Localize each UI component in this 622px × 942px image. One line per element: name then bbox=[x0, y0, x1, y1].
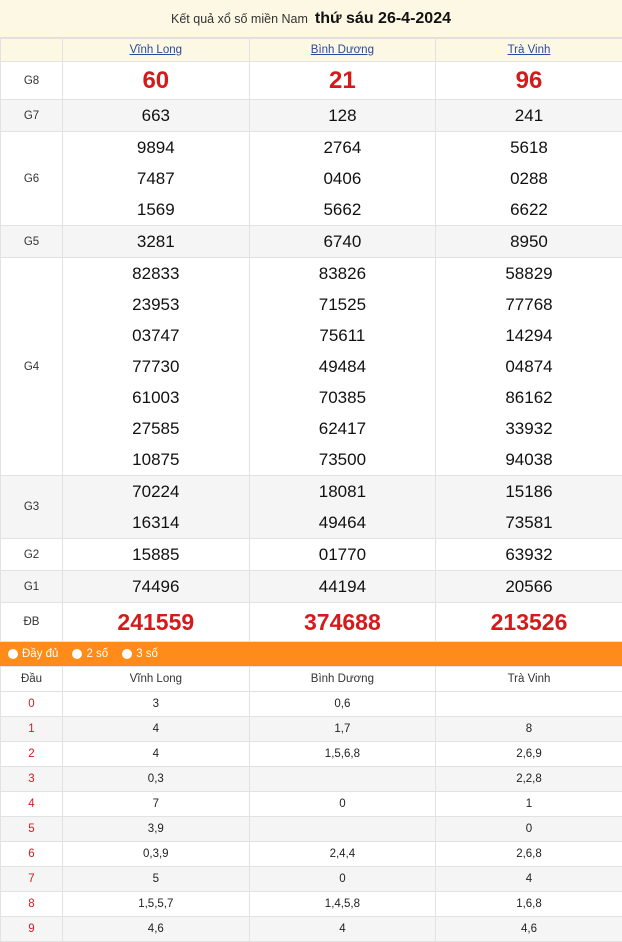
prize-cell-G4-0 bbox=[63, 258, 250, 476]
prize-number: 83826 bbox=[250, 258, 436, 289]
head-digit-cell-1: 0 bbox=[249, 792, 436, 817]
prize-cell-G2-0 bbox=[63, 539, 250, 571]
prize-cell-G1-1 bbox=[249, 571, 436, 603]
results-row-G2 bbox=[1, 539, 622, 571]
head-digit-cell-2: 4 bbox=[436, 867, 622, 892]
prize-number: 2764 bbox=[250, 132, 436, 163]
prize-cell-G1-0 bbox=[63, 571, 250, 603]
prize-cell-ĐB-0 bbox=[63, 603, 250, 642]
prize-label-G4: G4 bbox=[1, 258, 63, 476]
page-title: Kết quả xổ số miền Nam bbox=[171, 12, 308, 26]
prize-cell-G4-1 bbox=[249, 258, 436, 476]
province-link-0[interactable]: Vĩnh Long bbox=[130, 44, 182, 56]
prize-number: 21 bbox=[250, 62, 436, 99]
head-digit-cell-1: 0 bbox=[249, 867, 436, 892]
head-digit-key: 3 bbox=[1, 767, 63, 792]
prize-cell-G6-1 bbox=[249, 132, 436, 226]
prize-number: 71525 bbox=[250, 289, 436, 320]
province-header-2[interactable] bbox=[436, 39, 622, 62]
prize-cell-G7-2 bbox=[436, 100, 622, 132]
head-digit-cell-0: 4 bbox=[63, 742, 250, 767]
results-body bbox=[1, 62, 622, 642]
prize-number: 77768 bbox=[436, 289, 622, 320]
prize-label-G7: G7 bbox=[1, 100, 63, 132]
head-digit-cell-1: 1,4,5,8 bbox=[249, 892, 436, 917]
prize-number: 86162 bbox=[436, 382, 622, 413]
prize-number: 96 bbox=[436, 62, 622, 99]
head-digit-cell-2: 1,6,8 bbox=[436, 892, 622, 917]
prize-number: 1569 bbox=[63, 194, 249, 225]
head-digit-key: 0 bbox=[1, 692, 63, 717]
head-digit-key: 7 bbox=[1, 867, 63, 892]
prize-number: 8950 bbox=[436, 226, 622, 257]
prize-number: 128 bbox=[250, 100, 436, 131]
prize-number: 6740 bbox=[250, 226, 436, 257]
prize-cell-ĐB-2 bbox=[436, 603, 622, 642]
prize-number: 60 bbox=[63, 62, 249, 99]
prize-cell-G6-2 bbox=[436, 132, 622, 226]
prize-number: 49484 bbox=[250, 351, 436, 382]
results-corner-cell bbox=[1, 39, 63, 62]
table-row bbox=[1, 792, 622, 817]
results-header-row bbox=[1, 39, 622, 62]
head-digit-key: 2 bbox=[1, 742, 63, 767]
prize-number: 5618 bbox=[436, 132, 622, 163]
prize-number: 33932 bbox=[436, 413, 622, 444]
page-header bbox=[0, 0, 622, 38]
prize-cell-G3-1 bbox=[249, 476, 436, 539]
head-digit-cell-1 bbox=[249, 767, 436, 792]
filter-option-1[interactable] bbox=[72, 648, 108, 660]
dau-header-0: Đầu bbox=[1, 667, 63, 692]
head-digit-cell-1: 0,6 bbox=[249, 692, 436, 717]
prize-cell-G1-2 bbox=[436, 571, 622, 603]
results-table bbox=[0, 38, 622, 642]
prize-cell-G8-0 bbox=[63, 62, 250, 100]
prize-cell-G8-2 bbox=[436, 62, 622, 100]
head-digit-key: 6 bbox=[1, 842, 63, 867]
prize-label-G2: G2 bbox=[1, 539, 63, 571]
prize-cell-G8-1 bbox=[249, 62, 436, 100]
prize-number: 44194 bbox=[250, 571, 436, 602]
head-digits-body bbox=[1, 692, 622, 942]
prize-number: 73581 bbox=[436, 507, 622, 538]
prize-number: 77730 bbox=[63, 351, 249, 382]
head-digit-key: 5 bbox=[1, 817, 63, 842]
prize-number: 374688 bbox=[250, 603, 436, 641]
prize-number: 58829 bbox=[436, 258, 622, 289]
prize-number: 75611 bbox=[250, 320, 436, 351]
radio-icon-0[interactable] bbox=[8, 649, 18, 659]
prize-number: 74496 bbox=[63, 571, 249, 602]
filter-label-0: Đầy đủ bbox=[22, 648, 58, 660]
head-digit-cell-1 bbox=[249, 817, 436, 842]
head-digit-cell-0: 7 bbox=[63, 792, 250, 817]
radio-icon-1[interactable] bbox=[72, 649, 82, 659]
results-row-G6 bbox=[1, 132, 622, 226]
prize-number: 0288 bbox=[436, 163, 622, 194]
prize-number: 9894 bbox=[63, 132, 249, 163]
prize-number: 49464 bbox=[250, 507, 436, 538]
head-digit-key: 8 bbox=[1, 892, 63, 917]
dau-header-3: Trà Vinh bbox=[436, 667, 622, 692]
head-digit-key: 9 bbox=[1, 917, 63, 942]
prize-number: 20566 bbox=[436, 571, 622, 602]
results-row-G7 bbox=[1, 100, 622, 132]
head-digits-header-row bbox=[1, 667, 622, 692]
prize-cell-G7-0 bbox=[63, 100, 250, 132]
results-row-G4 bbox=[1, 258, 622, 476]
results-row-G3 bbox=[1, 476, 622, 539]
prize-cell-G2-1 bbox=[249, 539, 436, 571]
prize-number: 241559 bbox=[63, 603, 249, 641]
prize-number: 03747 bbox=[63, 320, 249, 351]
head-digit-cell-2: 8 bbox=[436, 717, 622, 742]
head-digit-cell-2 bbox=[436, 692, 622, 717]
prize-number: 15186 bbox=[436, 476, 622, 507]
prize-number: 10875 bbox=[63, 444, 249, 475]
results-row-G5 bbox=[1, 226, 622, 258]
prize-number: 0406 bbox=[250, 163, 436, 194]
filter-option-2[interactable] bbox=[122, 648, 158, 660]
prize-number: 7487 bbox=[63, 163, 249, 194]
table-row bbox=[1, 692, 622, 717]
province-header-1[interactable] bbox=[249, 39, 436, 62]
filter-label-1: 2 số bbox=[86, 648, 108, 660]
prize-cell-G3-0 bbox=[63, 476, 250, 539]
result-date: thứ sáu 26-4-2024 bbox=[315, 10, 451, 28]
results-row-G8 bbox=[1, 62, 622, 100]
prize-number: 61003 bbox=[63, 382, 249, 413]
head-digit-cell-0: 1,5,5,7 bbox=[63, 892, 250, 917]
prize-label-G8: G8 bbox=[1, 62, 63, 100]
prize-cell-G7-1 bbox=[249, 100, 436, 132]
table-row bbox=[1, 817, 622, 842]
prize-label-ĐB: ĐB bbox=[1, 603, 63, 642]
prize-number: 82833 bbox=[63, 258, 249, 289]
prize-cell-G2-2 bbox=[436, 539, 622, 571]
head-digit-cell-2: 2,6,9 bbox=[436, 742, 622, 767]
prize-number: 3281 bbox=[63, 226, 249, 257]
prize-label-G5: G5 bbox=[1, 226, 63, 258]
results-row-G1 bbox=[1, 571, 622, 603]
prize-number: 6622 bbox=[436, 194, 622, 225]
prize-number: 23953 bbox=[63, 289, 249, 320]
province-link-1[interactable]: Bình Dương bbox=[311, 44, 374, 56]
prize-number: 94038 bbox=[436, 444, 622, 475]
province-link-2[interactable]: Trà Vinh bbox=[508, 44, 551, 56]
head-digit-cell-0: 5 bbox=[63, 867, 250, 892]
prize-label-G3: G3 bbox=[1, 476, 63, 539]
prize-number: 73500 bbox=[250, 444, 436, 475]
prize-number: 70224 bbox=[63, 476, 249, 507]
table-row bbox=[1, 767, 622, 792]
head-digit-cell-2: 2,2,8 bbox=[436, 767, 622, 792]
table-row bbox=[1, 842, 622, 867]
filter-label-2: 3 số bbox=[136, 648, 158, 660]
table-row bbox=[1, 867, 622, 892]
head-digit-key: 4 bbox=[1, 792, 63, 817]
head-digit-cell-0: 0,3,9 bbox=[63, 842, 250, 867]
dau-header-1: Vĩnh Long bbox=[63, 667, 250, 692]
prize-number: 241 bbox=[436, 100, 622, 131]
prize-cell-G3-2 bbox=[436, 476, 622, 539]
head-digit-cell-0: 3,9 bbox=[63, 817, 250, 842]
head-digits-table bbox=[0, 666, 622, 942]
province-header-0[interactable] bbox=[63, 39, 250, 62]
head-digit-cell-0: 4,6 bbox=[63, 917, 250, 942]
prize-number: 14294 bbox=[436, 320, 622, 351]
head-digit-cell-2: 4,6 bbox=[436, 917, 622, 942]
head-digit-cell-2: 2,6,8 bbox=[436, 842, 622, 867]
head-digit-cell-0: 4 bbox=[63, 717, 250, 742]
prize-cell-G5-2 bbox=[436, 226, 622, 258]
head-digit-cell-2: 0 bbox=[436, 817, 622, 842]
prize-label-G1: G1 bbox=[1, 571, 63, 603]
prize-number: 01770 bbox=[250, 539, 436, 570]
prize-cell-G6-0 bbox=[63, 132, 250, 226]
prize-number: 04874 bbox=[436, 351, 622, 382]
prize-cell-G5-0 bbox=[63, 226, 250, 258]
filter-option-0[interactable] bbox=[8, 648, 58, 660]
prize-number: 663 bbox=[63, 100, 249, 131]
table-row bbox=[1, 917, 622, 942]
table-row bbox=[1, 717, 622, 742]
prize-number: 18081 bbox=[250, 476, 436, 507]
prize-cell-G5-1 bbox=[249, 226, 436, 258]
head-digit-cell-1: 2,4,4 bbox=[249, 842, 436, 867]
results-row-ĐB bbox=[1, 603, 622, 642]
table-row bbox=[1, 892, 622, 917]
prize-number: 70385 bbox=[250, 382, 436, 413]
table-row bbox=[1, 742, 622, 767]
digit-filter-bar bbox=[0, 642, 622, 666]
head-digit-cell-1: 1,5,6,8 bbox=[249, 742, 436, 767]
radio-icon-2[interactable] bbox=[122, 649, 132, 659]
prize-number: 16314 bbox=[63, 507, 249, 538]
prize-number: 62417 bbox=[250, 413, 436, 444]
head-digit-cell-1: 4 bbox=[249, 917, 436, 942]
head-digit-key: 1 bbox=[1, 717, 63, 742]
prize-number: 5662 bbox=[250, 194, 436, 225]
head-digit-cell-0: 0,3 bbox=[63, 767, 250, 792]
dau-header-2: Bình Dương bbox=[249, 667, 436, 692]
prize-label-G6: G6 bbox=[1, 132, 63, 226]
head-digit-cell-0: 3 bbox=[63, 692, 250, 717]
prize-number: 63932 bbox=[436, 539, 622, 570]
prize-cell-ĐB-1 bbox=[249, 603, 436, 642]
prize-cell-G4-2 bbox=[436, 258, 622, 476]
prize-number: 213526 bbox=[436, 603, 622, 641]
prize-number: 15885 bbox=[63, 539, 249, 570]
head-digit-cell-1: 1,7 bbox=[249, 717, 436, 742]
head-digit-cell-2: 1 bbox=[436, 792, 622, 817]
prize-number: 27585 bbox=[63, 413, 249, 444]
